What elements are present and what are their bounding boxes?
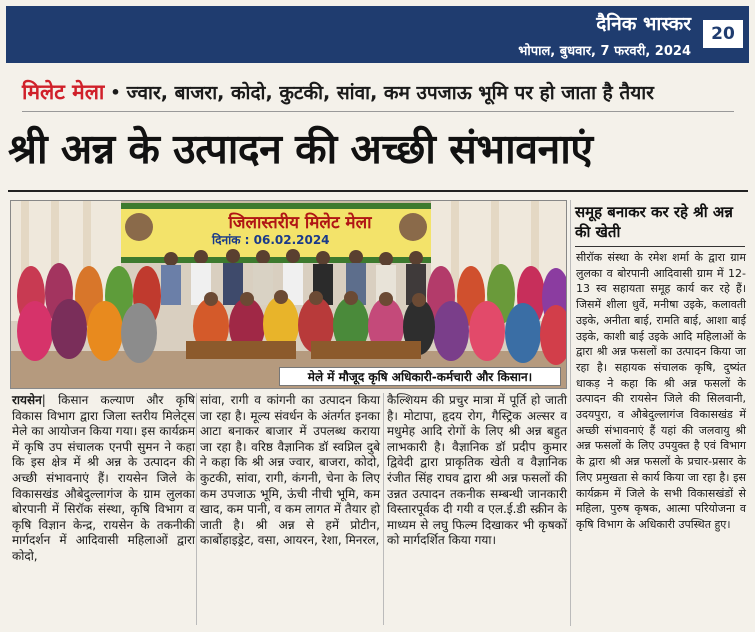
divider <box>22 111 734 112</box>
newspaper-brand: दैनिक भास्कर <box>596 13 691 35</box>
photo-caption: मेले में मौजूद कृषि अधिकारी-कर्मचारी और किसान। <box>279 367 561 386</box>
column-divider <box>196 393 197 625</box>
divider <box>575 246 745 247</box>
kicker-bullet: • <box>110 82 121 102</box>
edition-dateline: भोपाल, बुधवार, 7 फरवरी, 2024 <box>518 44 691 59</box>
article-column-2: सांवा, रागी व कांगनी का उत्पादन किया जा रहा है। मूल्य संवर्धन के अंतर्गत इनका आटा बनाकर बाजार में उपलब्ध कराया जा रहा है। वरिष्ठ वैज्ञानिक डॉ स्वप्निल दुबे ने कहा कि श्री अन्न ज्वार, बाजरा, कोदो, कुटकी, सांवा, रागी, कंगनी, चेना के लिए कम उपजाऊ भूमि, ऊंची नीची भूमि, कम खाद, कम पानी, व कम लागत में तैयार हो जाती है। श्री अन्न से हमें प्रोटीन, कार्बोहाइड्रेट, वसा, आयरन, रेशा, मिनरल, <box>200 393 380 548</box>
article-column-3: कैल्शियम की प्रचुर मात्रा में पूर्ति हो जाती है। मोटापा, हृदय रोग, गैस्ट्रिक अल्सर व मधुमेह आदि रोगों के लिए श्री अन्न बहुत लाभकारी है। वैज्ञानिक डॉ प्रदीप कुमार द्विवेदी द्वारा प्राकृतिक खेती व वैज्ञानिक रंजीत सिंह राघव द्वारा श्री अन्न फसलों की उन्नत उत्पादन तकनीक सम्बन्धी जानकारी विस्तारपूर्वक दी गयी व एल.ई.डी स्क्रीन के माध्यम से लघु फिल्म दिखाकर भी कृषकों को मार्गदर्शित किया गया। <box>387 393 567 548</box>
column-divider <box>570 200 571 626</box>
dateline-separator: | <box>41 393 59 407</box>
masthead-bar <box>6 6 749 63</box>
kicker-row <box>22 74 654 110</box>
sidebar-body: सीरॉक संस्था के रमेश शर्मा के द्वारा ग्राम लुलका व बोरपानी आदिवासी ग्राम में 12-13 स्व सहायता समूह कार्य कर रहे हैं। जिसमें शीला धुर्वे, मनीषा उइके, कलावती उइके, अनीता बाई, रामति बाई, आशा बाई उइके, काशी बाई उइके आदि महिलाओं के द्वारा श्री अन्न फसलों का उत्पादन किया जा रहा है। सहायक संचालक कृषि, दुष्यंत धाकड़ ने कहा कि श्री अन्न फसलों के उत्पादन की रायसेन जिले की सिलवानी, उदयपुरा, व औबेदुल्लागंज विकासखंड में अच्छी संभावनाएं हैं यहां की जलवायु श्री अन्न फसलों के लिए उपयुक्त है एवं विभाग के द्वारा श्री अन्न फसलों के प्रचार-प्रसार के लिए प्रमुखता से कार्य किया जा रहा है। इस कार्यक्रम में जिले के सभी विकासखंडों से महिला, पुरुष कृषक, आत्मा परियोजना व कृषि विभाग के अधिकारी उपस्थित हुए। <box>576 251 746 531</box>
article-column-1 <box>12 393 195 565</box>
kicker-label: मिलेट मेला <box>22 80 105 104</box>
sidebar-heading: समूह बनाकर कर रहे श्री अन्न की खेती <box>575 203 733 241</box>
divider <box>8 190 748 192</box>
sub-headline: ज्वार, बाजरा, कोदो, कुटकी, सांवा, कम उपजाऊ भूमि पर हो जाता है तैयार <box>126 82 654 104</box>
article-dateline: रायसेन <box>12 393 42 407</box>
column-divider <box>383 393 384 625</box>
main-headline: श्री अन्न के उत्पादन की अच्छी संभावनाएं <box>8 125 593 173</box>
article-text-1: किसान कल्याण और कृषि विकास विभाग द्वारा जिला स्तरीय मिलेट्स मेले का आयोजन किया गया। इस कार्यक्रम में कृषि उप संचालक एनपी सुमन ने कहा कि इस क्षेत्र में श्री अन्न के उत्पादन की अच्छी संभावनाएं हैं। रायसेन जिले के विकासखंड औबेदुल्लागंज के ग्राम लुलका बोरपानी में सिरॉक संस्था, कृषि विभाग व कृषि विज्ञान केन्द्र, रायसेन के तकनीकी मार्गदर्शन में आदिवासी महिलाओं द्वारा कोदो, <box>12 393 195 563</box>
banner-date: दिनांक : 06.02.2024 <box>212 233 330 247</box>
page-number: 20 <box>703 20 743 48</box>
banner-title: जिलास्तरीय मिलेट मेला <box>228 213 372 233</box>
